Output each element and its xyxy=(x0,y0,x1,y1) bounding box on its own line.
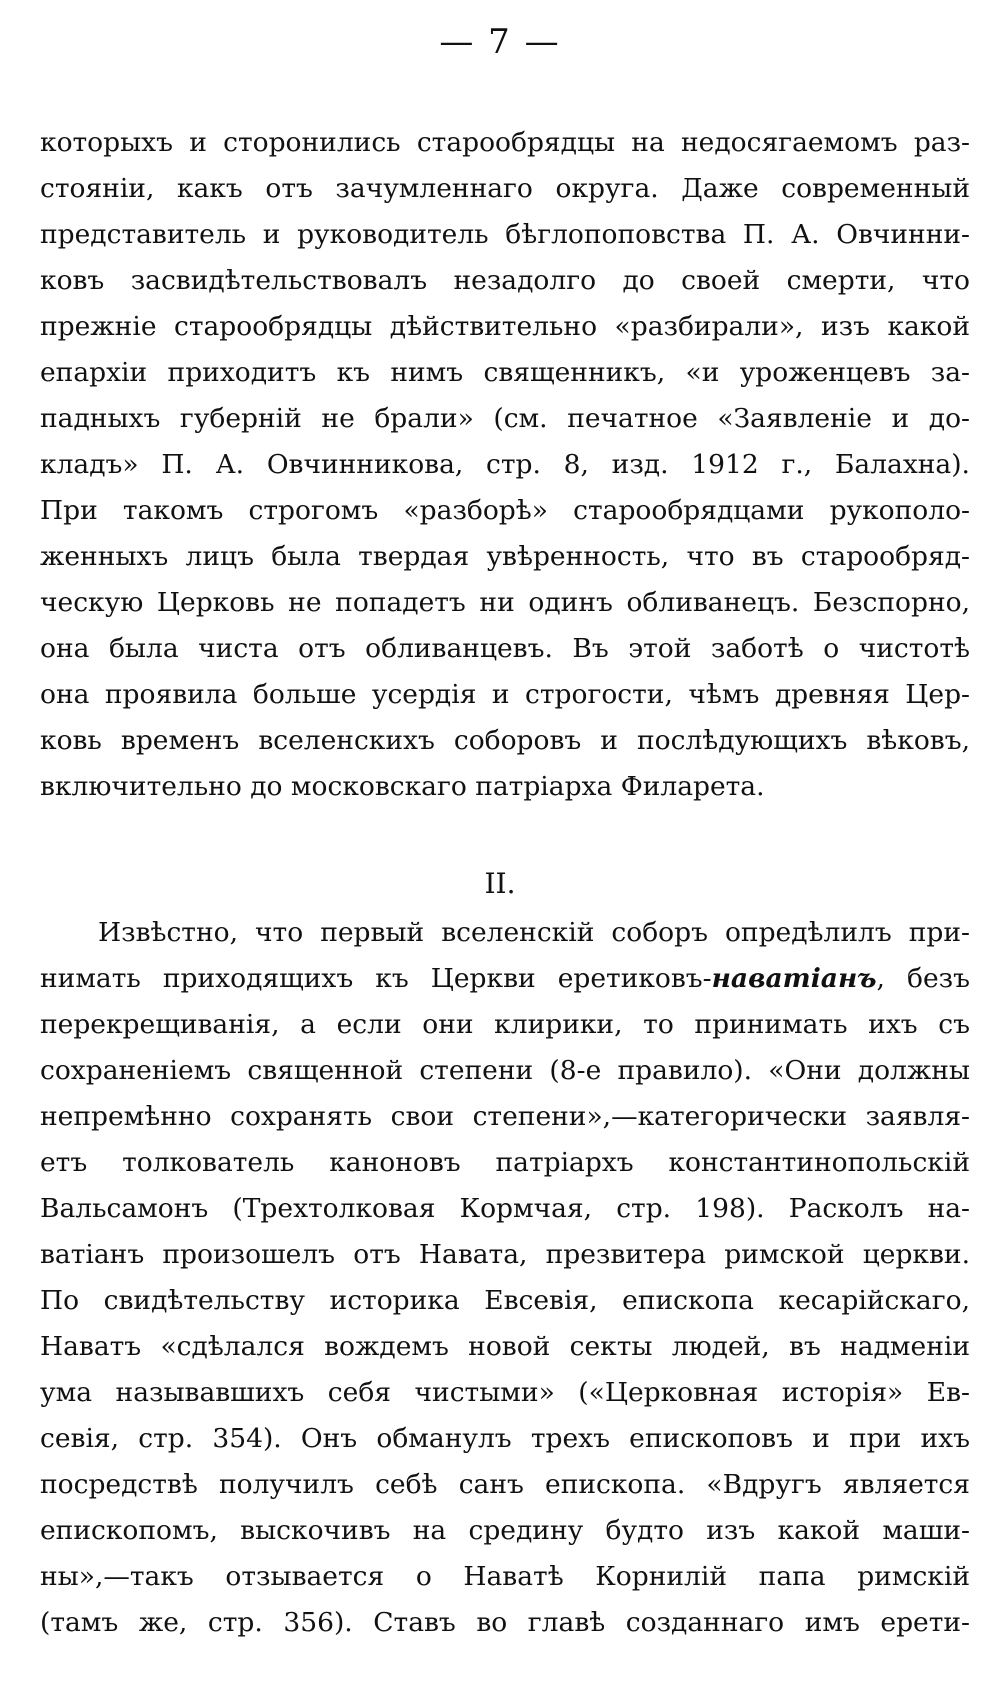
italic-term: наватіанъ xyxy=(711,963,877,994)
text-line: епархіи приходитъ къ нимъ священникъ, «и уроженцевъ за- xyxy=(40,357,970,388)
text-line: которыхъ и сторонились старообрядцы на недосягаемомъ раз- xyxy=(40,127,970,158)
section-heading: II. xyxy=(484,867,516,900)
text-line: (тамъ же, стр. 356). Ставъ во главѣ созданнаго имъ ерети- xyxy=(40,1607,970,1638)
text-line: посредствѣ получилъ себѣ санъ епископа. «Вдругъ является xyxy=(40,1469,970,1500)
text-line: епископомъ, выскочивъ на средину будто изъ какой маши- xyxy=(40,1515,970,1546)
text-line: севія, стр. 354). Онъ обманулъ трехъ епископовъ и при ихъ xyxy=(40,1423,970,1454)
text-line: етъ толкователь каноновъ патріархъ константинопольскій xyxy=(40,1147,970,1178)
text-line: Извѣстно, что первый вселенскій соборъ опредѣлилъ при- xyxy=(98,917,970,948)
text-line: падныхъ губерній не брали» (см. печатное «Заявленіе и до- xyxy=(40,403,970,434)
text-line: ковь временъ вселенскихъ соборовъ и послѣдующихъ вѣковъ, xyxy=(40,725,970,756)
text-line: она проявила больше усердія и строгости, чѣмъ древняя Цер- xyxy=(40,679,970,710)
paragraph-2 xyxy=(40,910,970,1646)
text-line: ватіанъ произошелъ отъ Навата, презвитера римской церкви. xyxy=(40,1239,970,1270)
text-line: перекрещиванія, а если они клирики, то принимать ихъ съ xyxy=(40,1009,970,1040)
text-line: Вальсамонъ (Трехтолковая Кормчая, стр. 198). Расколъ на- xyxy=(40,1193,970,1224)
text-line: женныхъ лицъ была твердая увѣренность, что въ старообряд- xyxy=(40,541,970,572)
text-line: ны»,—такъ отзывается о Наватѣ Корнилій папа римскій xyxy=(40,1561,970,1592)
text-line: непремѣнно сохранять свои степени»,—категорически заявля- xyxy=(40,1101,970,1132)
text-line: кладъ» П. А. Овчинникова, стр. 8, изд. 1912 г., Балахна). xyxy=(40,449,970,480)
text-segment: нимать приходящихъ къ Церкви еретиковъ- xyxy=(40,963,712,994)
text-line: включительно до московскаго патріарха Филарета. xyxy=(40,771,765,802)
text-line: представитель и руководитель бѣглопоповства П. А. Овчинни- xyxy=(40,219,970,250)
text-line: прежніе старообрядцы дѣйствительно «разбирали», изъ какой xyxy=(40,311,970,342)
text-segment: , безъ xyxy=(876,963,970,994)
text-line: она была чиста отъ обливанцевъ. Въ этой заботѣ о чистотѣ xyxy=(40,633,970,664)
text-line xyxy=(40,956,970,1002)
text-line: ческую Церковь не попадетъ ни одинъ обливанецъ. Безспорно, xyxy=(40,587,970,618)
text-line: стояніи, какъ отъ зачумленнаго округа. Даже современный xyxy=(40,173,970,204)
paragraph-1 xyxy=(40,120,970,810)
text-line: По свидѣтельству историка Евсевія, епископа кесарійскаго, xyxy=(40,1285,970,1316)
page-number: — 7 — xyxy=(439,22,561,62)
text-line: ковъ засвидѣтельствовалъ незадолго до своей смерти, что xyxy=(40,265,970,296)
text-line: сохраненіемъ священной степени (8-е правило). «Они должны xyxy=(40,1055,970,1086)
text-line: ума называвшихъ себя чистыми» («Церковная исторія» Ев- xyxy=(40,1377,970,1408)
text-line: При такомъ строгомъ «разборѣ» старообрядцами рукополо- xyxy=(40,495,970,526)
text-line: Наватъ «сдѣлался вождемъ новой секты людей, въ надменіи xyxy=(40,1331,970,1362)
